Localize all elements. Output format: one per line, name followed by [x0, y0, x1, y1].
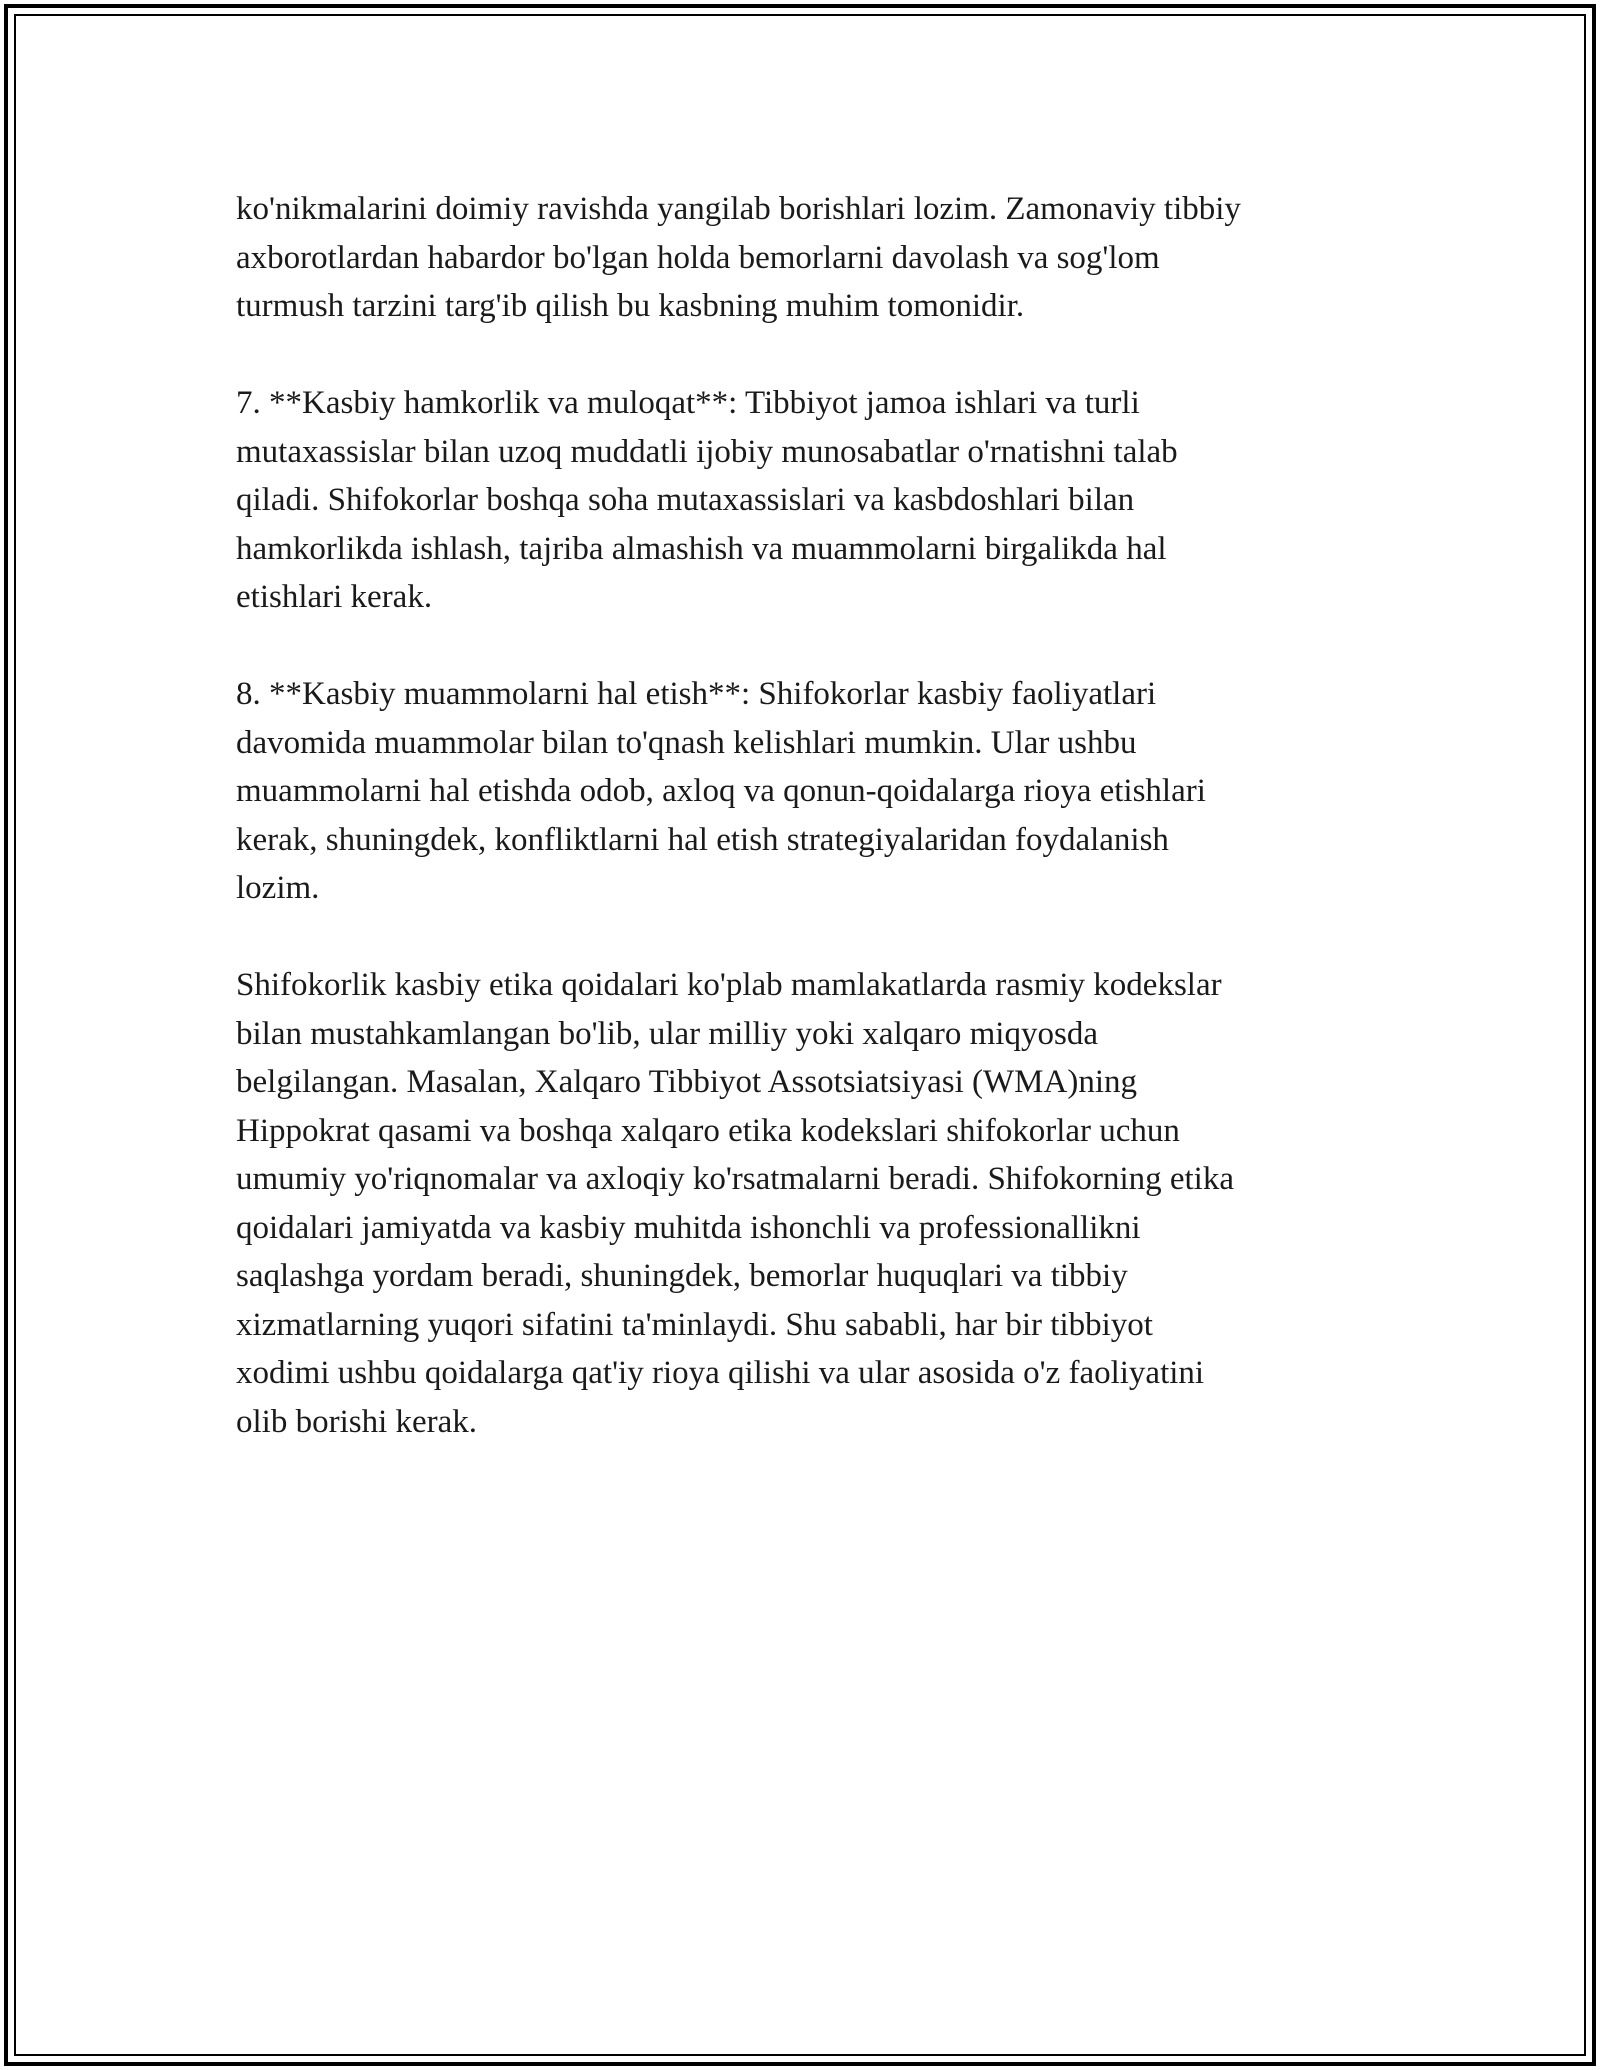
text-line: 8. **Kasbiy muammolarni hal etish**: Shifokorlar kasbiy faoliyatlari [236, 676, 1157, 712]
text-line: umumiy yo'riqnomalar va axloqiy ko'rsatmalarni beradi. Shifokorning etika [236, 1161, 1234, 1197]
text-line: kerak, shuningdek, konfliktlarni hal etish strategiyalaridan foydalanish [236, 821, 1169, 858]
text-line: hamkorlikda ishlash, tajriba almashish va muammolarni birgalikda hal [236, 530, 1167, 567]
text-line: Shifokorlik kasbiy etika qoidalari ko'plab mamlakatlarda rasmiy kodekslar [236, 967, 1222, 1003]
paragraph-conclusion [236, 961, 1366, 1446]
paragraph-item-7 [236, 379, 1366, 622]
text-line: xizmatlarning yuqori sifatini ta'minlaydi. Shu sababli, har bir tibbiyot [236, 1306, 1153, 1343]
text-line: 7. **Kasbiy hamkorlik va muloqat**: Tibbiyot jamoa ishlari va turli [236, 385, 1140, 421]
document-body [236, 185, 1366, 1495]
text-line: saqlashga yordam beradi, shuningdek, bemorlar huquqlari va tibbiy [236, 1258, 1128, 1294]
text-line: lozim. [236, 870, 320, 906]
text-line: qiladi. Shifokorlar boshqa soha mutaxassislari va kasbdoshlari bilan [236, 482, 1135, 518]
text-line: belgilangan. Masalan, Xalqaro Tibbiyot Assotsiatsiyasi (WMA)ning [236, 1064, 1138, 1100]
text-line: etishlari kerak. [236, 579, 433, 615]
text-line: mutaxassislar bilan uzoq muddatli ijobiy munosabatlar o'rnatishni talab [236, 433, 1178, 470]
text-line: muammolarni hal etishda odob, axloq va qonun-qoidalarga rioya etishlari [236, 773, 1206, 809]
text-line: ko'nikmalarini doimiy ravishda yangilab borishlari lozim. Zamonaviy tibbiy [236, 191, 1241, 227]
text-line: axborotlardan habardor bo'lgan holda bemorlarni davolash va sog'lom [236, 239, 1160, 276]
text-line: bilan mustahkamlangan bo'lib, ular milliy yoki xalqaro miqyosda [236, 1015, 1098, 1052]
text-line: turmush tarzini targ'ib qilish bu kasbning muhim tomonidir. [236, 288, 1025, 324]
paragraph-item-8 [236, 670, 1366, 913]
paragraph-continuation [236, 185, 1366, 331]
text-line: xodimi ushbu qoidalarga qat'iy rioya qilishi va ular asosida o'z faoliyatini [236, 1355, 1205, 1391]
text-line: Hippokrat qasami va boshqa xalqaro etika kodekslari shifokorlar uchun [236, 1112, 1180, 1149]
text-line: qoidalari jamiyatda va kasbiy muhitda ishonchli va professionallikni [236, 1209, 1141, 1246]
text-line: davomida muammolar bilan to'qnash kelishlari mumkin. Ular ushbu [236, 724, 1137, 761]
text-line: olib borishi kerak. [236, 1403, 478, 1440]
